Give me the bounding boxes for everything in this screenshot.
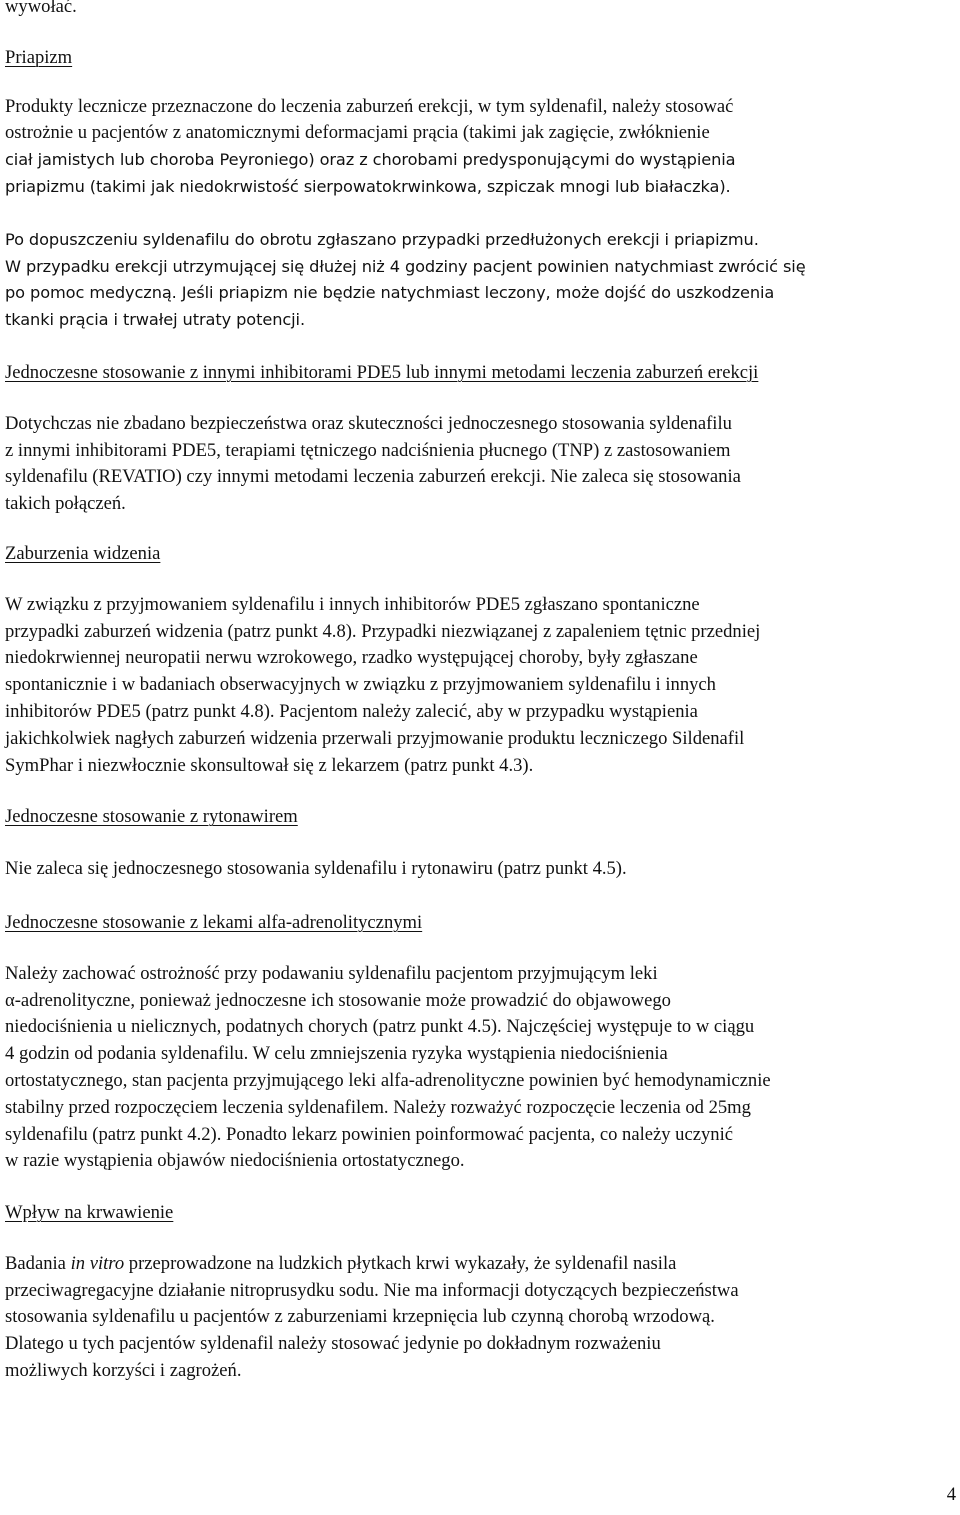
text-line: jakichkolwiek nagłych zaburzeń widzenia przerwali przyjmowanie produktu leczniczego Sildenafil [5,727,745,749]
text-fragment: Badania [5,1252,71,1274]
paragraph-priapizm-1 [5,94,957,201]
text-line: w razie wystąpienia objawów niedociśnienia ortostatycznego. [5,1150,465,1172]
text-line [5,1251,957,1278]
italic-term: in vitro [70,1252,125,1274]
text-line: ostrożnie u pacjentów z anatomicznymi deformacjami prącia (takimi jak zagięcie, zwłóknienie [5,122,710,144]
paragraph-alpha-blockers [5,961,957,1175]
text-fragment: przeprowadzone na ludzkich płytkach krwi wykazały, że syldenafil nasila [124,1252,677,1274]
heading-priapizm: Priapizm [5,46,73,68]
text-line: Dlatego u tych pacjentów syldenafil należy stosować jedynie po dokładnym rozważeniu [5,1333,661,1355]
text-line: stabilny przed rozpoczęciem leczenia syldenafilem. Należy rozważyć rozpoczęcie leczenia od 25mg [5,1096,751,1118]
text-line: Nie zaleca się jednoczesnego stosowania syldenafilu i rytonawiru (patrz punkt 4.5). [5,858,627,880]
paragraph-pde5 [5,411,957,518]
text-line: przypadki zaburzeń widzenia (patrz punkt 4.8). Przypadki niezwiązanej z zapaleniem tętnic przedniej [5,620,761,642]
text-line: takich połączeń. [5,493,126,515]
text-line: ciał jamistych lub choroba Peyroniego) oraz z chorobami predysponującymi do wystąpienia [5,150,736,170]
text-line: priapizmu (takimi jak niedokrwistość sierpowatokrwinkowa, szpiczak mnogi lub białaczka). [5,176,731,196]
text-line: po pomoc medyczną. Jeśli priapizm nie będzie natychmiast leczony, może dojść do uszkodzenia [5,283,775,303]
text-line: ortostatycznego, stan pacjenta przyjmującego leki alfa-adrenolityczne powinien być hemodynamicznie [5,1069,771,1091]
document-page [5,0,957,1385]
heading-bleeding: Wpływ na krwawienie [5,1202,174,1224]
text-line: z innymi inhibitorami PDE5, terapiami tętniczego nadciśnienia płucnego (TNP) z zastosowaniem [5,439,731,461]
text-line: 4 godzin od podania syldenafilu. W celu zmniejszenia ryzyka wystąpienia niedociśnienia [5,1043,668,1065]
text-line: α-adrenolityczne, ponieważ jednoczesne ich stosowanie może prowadzić do objawowego [5,989,671,1011]
text-line: spontanicznie i w badaniach obserwacyjnych w związku z przyjmowaniem syldenafilu i innych [5,674,716,696]
heading-pde5: Jednoczesne stosowanie z innymi inhibitorami PDE5 lub innymi metodami leczenia zaburzeń erekcji [5,361,759,383]
text-line: możliwych korzyści i zagrożeń. [5,1360,242,1382]
text-line: stosowania syldenafilu u pacjentów z zaburzeniami krzepnięcia lub czynną chorobą wrzodową. [5,1306,715,1328]
paragraph-vision [5,592,957,780]
text-line: syldenafilu (REVATIO) czy innymi metodami leczenia zaburzeń erekcji. Nie zaleca się stosowania [5,466,741,488]
text-line: niedokrwiennej neuropatii nerwu wzrokowego, rzadko występującej choroby, były zgłaszane [5,647,698,669]
text-line: Należy zachować ostrożność przy podawaniu syldenafilu pacjentom przyjmującym leki [5,962,658,984]
text-line: SymPhar i niezwłocznie skonsultował się z lekarzem (patrz punkt 4.3). [5,754,534,776]
text-line: Dotychczas nie zbadano bezpieczeństwa oraz skuteczności jednoczesnego stosowania syldenafilu [5,412,732,434]
paragraph-ritonavir [5,856,957,883]
text-line: W związku z przyjmowaniem syldenafilu i innych inhibitorów PDE5 zgłaszano spontaniczne [5,593,700,615]
heading-vision: Zaburzenia widzenia [5,542,161,564]
text-line: W przypadku erekcji utrzymującej się dłużej niż 4 godziny pacjent powinien natychmiast zwrócić się [5,256,806,276]
paragraph-priapizm-2 [5,227,957,334]
text-line: tkanki prącia i trwałej utraty potencji. [5,310,305,330]
page-number: 4 [946,1484,956,1505]
text-line: Po dopuszczeniu syldenafilu do obrotu zgłaszano przypadki przedłużonych erekcji i priapizmu. [5,229,759,249]
heading-ritonavir: Jednoczesne stosowanie z rytonawirem [5,806,298,828]
text-line: inhibitorów PDE5 (patrz punkt 4.8). Pacjentom należy zalecić, aby w przypadku wystąpienia [5,700,698,722]
top-fragment: wywołać. [5,0,77,17]
heading-alpha-blockers: Jednoczesne stosowanie z lekami alfa-adrenolitycznymi [5,911,423,933]
text-line: Produkty lecznicze przeznaczone do leczenia zaburzeń erekcji, w tym syldenafil, należy stosować [5,95,734,117]
paragraph-bleeding [5,1251,957,1385]
text-line: syldenafilu (patrz punkt 4.2). Ponadto lekarz powinien poinformować pacjenta, co należy uczynić [5,1123,733,1145]
text-line: przeciwagregacyjne działanie nitroprusydku sodu. Nie ma informacji dotyczących bezpieczeństwa [5,1279,739,1301]
text-line: niedociśnienia u nielicznych, podatnych chorych (patrz punkt 4.5). Najczęściej występuje to w ciągu [5,1016,755,1038]
